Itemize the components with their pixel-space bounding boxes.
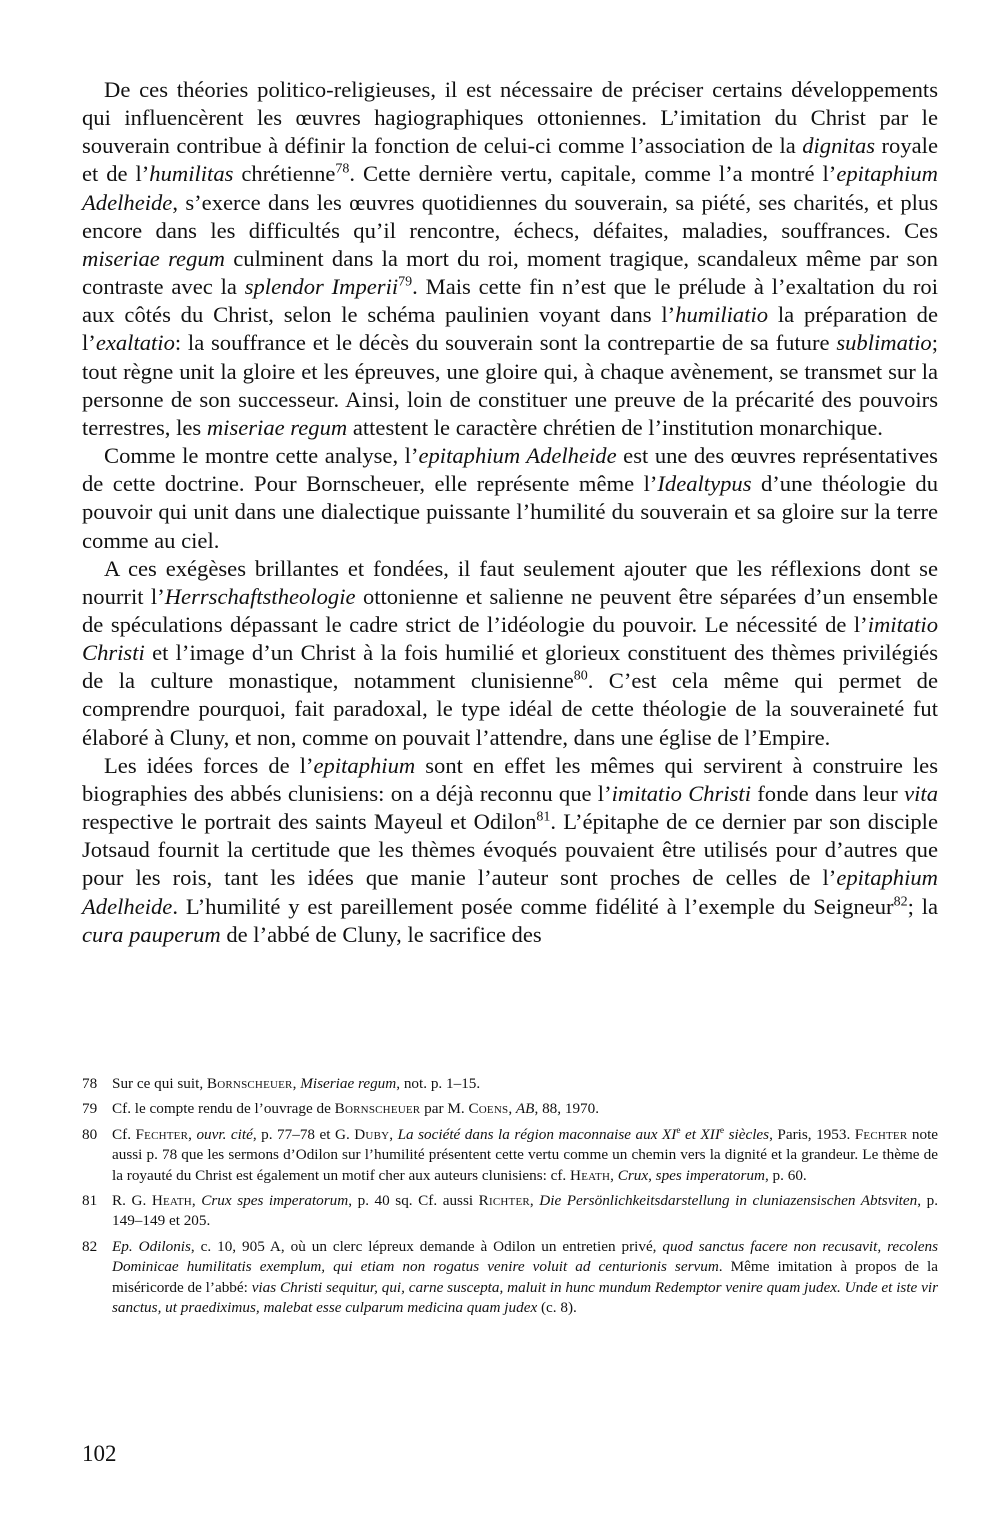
text-run: . C’est cela même qui permet de comprendre pourquoi, fait paradoxal, le type idéal de cette théologie de la souveraineté fut élaboré à Cluny, et non, comme on pouvait l’attendre, dans une église de l’Empire. <box>82 668 938 750</box>
paragraph <box>82 555 938 752</box>
italic-text: cura pauperum <box>82 921 221 947</box>
text-run: , <box>610 1166 618 1184</box>
italic-text: La société dans la région maconnaise aux XI <box>397 1125 677 1143</box>
text-run: la préparation de l’ <box>82 302 938 356</box>
main-text <box>82 76 938 949</box>
italic-text: AB <box>515 1100 535 1118</box>
italic-text: vita <box>904 780 938 806</box>
author-name: Duby <box>354 1125 390 1143</box>
text-run: , not. p. 1–15. <box>396 1075 481 1092</box>
footnote-ref: 81 <box>536 809 551 825</box>
footnotes <box>82 1074 938 1323</box>
text-run: respective le portrait des saints Mayeul et Odilon <box>82 809 537 835</box>
italic-text: splendor Imperii <box>244 274 399 300</box>
text-run: , Paris, 1953. <box>769 1125 855 1143</box>
footnote <box>82 1237 938 1319</box>
italic-text: miseriae regum <box>206 414 348 440</box>
text-run: d’une théologie du pouvoir qui unit dans une dialectique puissante l’humilité du souverain et sa gloire sur la terre comme au ciel. <box>82 471 938 553</box>
italic-text: sublimatio <box>836 330 932 356</box>
text-run: culminent dans la mort du roi, moment tragique, scandaleux même par son contraste avec la <box>82 245 938 300</box>
text-run: , <box>508 1100 516 1118</box>
text-run: De ces théories politico-religieuses, il est nécessaire de préciser certains développements qui influencèrent les œuvres hagiographiques ottoniennes. L’imitation du Christ par le souverain contribue à définir la fonction de celui-ci comme l’association de la <box>82 77 938 159</box>
text-run: , p. 60. <box>764 1166 807 1184</box>
author-name: Coens <box>468 1100 509 1118</box>
text-run: ; tout règne unit la gloire et les épreuves, une gloire qui, à chaque avènement, se transmet sur la personne de son successeur. Ainsi, loin de constituer une preuve de la précarité des pouvoirs terrestres, les <box>82 330 938 440</box>
italic-text: miseriae regum <box>82 245 225 271</box>
footnote-ref: e <box>676 1125 681 1136</box>
text-run: , p. 40 sq. Cf. aussi <box>348 1192 479 1210</box>
text-run: , 88, 1970. <box>534 1100 600 1118</box>
italic-text: Ep. Odilonis <box>112 1237 191 1255</box>
footnote <box>82 1074 938 1094</box>
text-run: R. G. <box>112 1192 152 1210</box>
author-name: Richter <box>478 1192 530 1210</box>
footnote-number: 80 <box>82 1125 98 1143</box>
text-run: chrétienne <box>233 161 336 187</box>
italic-text: humilitas <box>149 161 234 187</box>
author-name: Heath <box>570 1166 611 1184</box>
italic-text: epitaphium Adelheide <box>82 161 938 215</box>
text-run: ottonienne et salienne ne peuvent être séparées d’un ensemble de spéculations dépassant le cadre strict de l’idéologie du pouvoir. Le nécessité de l’ <box>82 583 939 637</box>
footnote-text <box>112 1125 938 1186</box>
italic-text: Die Persönlichkeitsdarstellung in cluniazensischen Abtsviten <box>539 1192 918 1210</box>
paragraph <box>82 442 938 555</box>
paragraph <box>82 752 938 949</box>
italic-text: epitaphium Adelheide <box>418 443 617 469</box>
footnote-text <box>112 1099 938 1119</box>
author-name: Bornscheuer <box>334 1100 421 1118</box>
italic-text: ouvr. cité <box>196 1125 253 1143</box>
italic-text: dignitas <box>802 133 876 159</box>
footnote-ref: 82 <box>893 894 908 909</box>
text-run: . Même imitation à propos de la miséricorde de l’abbé: <box>112 1258 938 1296</box>
italic-text: exaltatio <box>95 330 175 356</box>
text-run: , <box>389 1125 398 1143</box>
text-run: , <box>292 1075 301 1092</box>
author-name: Fechter <box>854 1125 908 1143</box>
text-run: : la souffrance et le décès du souverain sont la contrepartie de sa future <box>174 330 837 356</box>
text-run: et l’image d’un Christ à la fois humilié et glorieux constituent des thèmes privilégiés de la culture monastique, notamment clunisienne <box>82 640 938 694</box>
italic-text: epitaphium <box>313 752 416 778</box>
italic-text: siècles <box>724 1125 770 1143</box>
text-run: par M. <box>420 1100 469 1118</box>
text-run: de l’abbé de Cluny, le sacrifice des <box>220 921 542 947</box>
footnote-ref: e <box>719 1125 725 1136</box>
footnote-ref: 80 <box>573 668 588 684</box>
text-run: royale et de l’ <box>82 133 938 187</box>
text-run: sont en effet les mêmes qui servirent à construire les biographies des abbés clunisiens: on a déjà reconnu que l’ <box>82 752 938 806</box>
italic-text: Crux spes imperatorum <box>201 1192 349 1210</box>
footnote-text <box>112 1191 938 1232</box>
author-name: Heath <box>151 1192 192 1210</box>
text-run: Sur ce qui suit, <box>112 1075 207 1092</box>
footnote <box>82 1125 938 1186</box>
text-run: Comme le montre cette analyse, l’ <box>104 443 419 469</box>
italic-text: Idealtypus <box>657 471 752 497</box>
footnote <box>82 1099 938 1119</box>
footnote-number: 81 <box>82 1192 98 1210</box>
italic-text: quod sanctus facere non recusavit, recolens Dominicae humilitatis exemplum, qui etiam non rogatus venire voluit ad centurionis servum <box>112 1237 938 1276</box>
footnote-text <box>112 1237 938 1319</box>
footnote-ref: 79 <box>398 274 413 290</box>
text-run: . L’humilité y est pareillement posée comme fidélité à l’exemple du Seigneur <box>172 893 894 919</box>
italic-text: Crux, spes imperatorum <box>617 1166 765 1184</box>
text-run: note aussi p. 78 que les sermons d’Odilon sur l’humilité présentent cette vertu comme un chemin vers la dignité et la grandeur. Le thème de la royauté du Christ est également un motif cher aux auteurs clunisiens: cf. <box>112 1125 939 1184</box>
paragraph <box>82 76 938 442</box>
text-run: . Mais cette fin n’est que le prélude à l’exaltation du roi aux côtés du Christ, selon le schéma paulinien voyant dans l’ <box>82 274 938 328</box>
text-run: , <box>188 1125 197 1143</box>
text-run: , <box>529 1192 540 1210</box>
text-run: A ces exégèses brillantes et fondées, il faut seulement ajouter que les réflexions dont se nourrit l’ <box>82 555 938 609</box>
text-run: . L’épitaphe de ce dernier par son disciple Jotsaud fournit la certitude que les thèmes évoqués pouvaient être utilisés pour d’autres que pour les rois, tant les idées que manie l’auteur sont proches de celles de l’ <box>82 809 938 891</box>
footnote-number: 78 <box>82 1075 98 1092</box>
text-run: , p. 149–149 et 205. <box>112 1192 938 1230</box>
text-run: ; la <box>907 893 939 919</box>
author-name: Bornscheuer <box>206 1075 293 1092</box>
italic-text: humiliatio <box>675 302 769 328</box>
text-run: , s’exerce dans les œuvres quotidiennes du souverain, sa piété, ses charités, et plus encore dans les difficultés qu’il rencontre, échecs, défaites, maladies, souffrances. Ces <box>82 189 938 243</box>
footnote <box>82 1191 938 1232</box>
text-run: fonde dans leur <box>750 780 905 806</box>
footnote-text <box>112 1074 938 1094</box>
italic-text: imitatio Christi <box>82 611 938 666</box>
text-run: , c. 10, 905 A, où un clerc lépreux demande à Odilon un entretien privé, <box>190 1237 663 1255</box>
footnote-number: 79 <box>82 1100 98 1118</box>
footnote-number: 82 <box>82 1237 98 1255</box>
text-run: Les idées forces de l’ <box>104 752 314 778</box>
text-run: (c. 8). <box>537 1299 577 1317</box>
italic-text: vias Christi sequitur, qui, carne suscepta, maluit in hunc mundum Redemptor venire quam judex. Unde et iste vir sanctus, ut praediximus, malebat esse culparum medicina quam judex <box>112 1278 938 1317</box>
text-run: est une des œuvres représentatives de cette doctrine. Pour Bornscheuer, elle représente même l’ <box>82 443 938 497</box>
text-run: . Cette dernière vertu, capitale, comme l’a montré l’ <box>349 161 837 187</box>
page-number: 102 <box>82 1441 117 1466</box>
author-name: Fechter <box>135 1125 189 1143</box>
italic-text: et XII <box>680 1125 720 1143</box>
text-run: , <box>191 1192 202 1210</box>
italic-text: imitatio Christi <box>611 780 751 806</box>
text-run: , p. 77–78 et G. <box>252 1125 355 1143</box>
italic-text: Herrschaftstheologie <box>164 583 356 609</box>
text-run: Cf. le compte rendu de l’ouvrage de <box>112 1100 335 1118</box>
text-run: attestent le caractère chrétien de l’institution monarchique. <box>347 414 883 440</box>
text-run: Cf. <box>112 1125 136 1143</box>
italic-text: Miseriae regum <box>300 1075 397 1092</box>
footnote-ref: 78 <box>335 161 350 177</box>
italic-text: epitaphium Adelheide <box>82 865 938 919</box>
